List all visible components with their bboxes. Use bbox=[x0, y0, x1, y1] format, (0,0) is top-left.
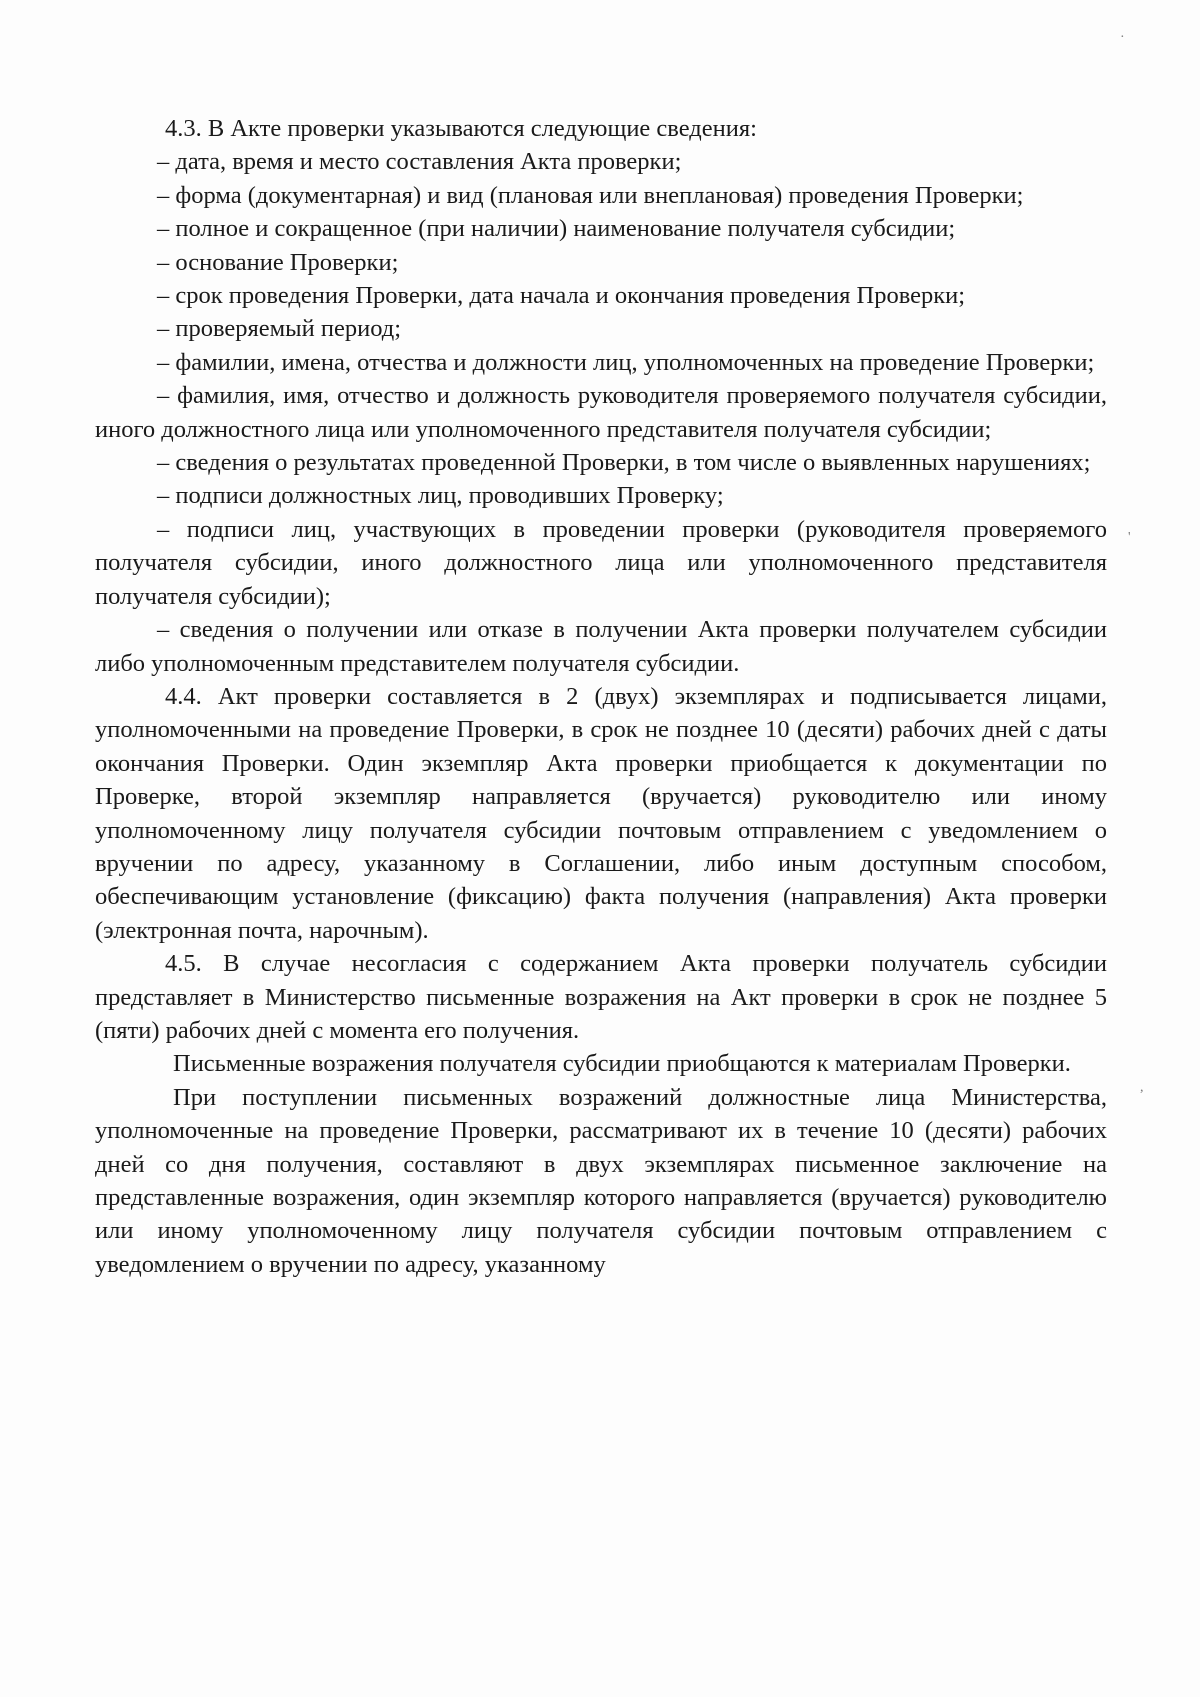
paragraph: – полное и сокращенное (при наличии) наименование получателя субсидии; bbox=[157, 215, 956, 243]
paragraph: – фамилии, имена, отчества и должности лиц, уполномоченных на проведение Проверки; bbox=[157, 348, 1095, 376]
scan-artifact: , bbox=[1140, 1080, 1144, 1095]
paragraph: – форма (документарная) и вид (плановая или внеплановая) проведения Проверки; bbox=[157, 181, 1024, 209]
paragraph: – подписи должностных лиц, проводивших Проверку; bbox=[157, 482, 724, 510]
paragraph: Письменные возражения получателя субсидии приобщаются к материалам Проверки. bbox=[173, 1050, 1071, 1078]
paragraph: – фамилия, имя, отчество и должность руководителя проверяемого получателя субсидии, иного должностного лица или уполномоченного представителя получателя субсидии; bbox=[95, 382, 1107, 443]
paragraph: – проверяемый период; bbox=[157, 315, 402, 343]
document-body bbox=[95, 112, 1107, 1281]
paragraph: 4.3. В Акте проверки указываются следующие сведения: bbox=[165, 115, 757, 142]
paragraph: – срок проведения Проверки, дата начала и окончания проведения Проверки; bbox=[157, 282, 966, 310]
scan-artifact: ' bbox=[1128, 530, 1131, 545]
paragraph: – сведения о получении или отказе в получении Акта проверки получателем субсидии либо уполномоченным представителем получателя субсидии. bbox=[95, 616, 1107, 677]
paragraph: – сведения о результатах проведенной Проверки, в том числе о выявленных нарушениях; bbox=[157, 449, 1091, 477]
paragraph: При поступлении письменных возражений должностные лица Министерства, уполномоченные на проведение Проверки, рассматривают их в течение 10 (десяти) рабочих дней со дня получения, составляют в двух экземплярах письменное заключение на представленные возражения, один экземпляр которого направляется (вручается) руководителю или иному уполномоченному лицу получателя субсидии почтовым отправлением с уведомлением о вручении по адресу, указанному bbox=[95, 1083, 1107, 1278]
paragraph: – дата, время и место составления Акта проверки; bbox=[157, 148, 682, 176]
scan-artifact: · bbox=[1120, 30, 1125, 45]
paragraph: – подписи лиц, участвующих в проведении проверки (руководителя проверяемого получателя субсидии, иного должностного лица или уполномоченного представителя получателя субсидии); bbox=[95, 515, 1107, 610]
paragraph: – основание Проверки; bbox=[157, 248, 399, 276]
paragraph: 4.5. В случае несогласия с содержанием Акта проверки получатель субсидии представляет в Министерство письменные возражения на Акт проверки в срок не позднее 5 (пяти) рабочих дней с момента его получения. bbox=[95, 950, 1107, 1044]
paragraph: 4.4. Акт проверки составляется в 2 (двух) экземплярах и подписывается лицами, уполномоченными на проведение Проверки, в срок не позднее 10 (десяти) рабочих дней с даты окончания Проверки. Один экземпляр Акта проверки приобщается к документации по Проверке, второй экземпляр направляется (вручается) руководителю или иному уполномоченному лицу получателя субсидии почтовым отправлением с уведомлением о вручении по адресу, указанному в Соглашении, либо иным доступным способом, обеспечивающим установление (фиксацию) факта получения (направления) Акта проверки (электронная почта, нарочным). bbox=[95, 682, 1107, 944]
